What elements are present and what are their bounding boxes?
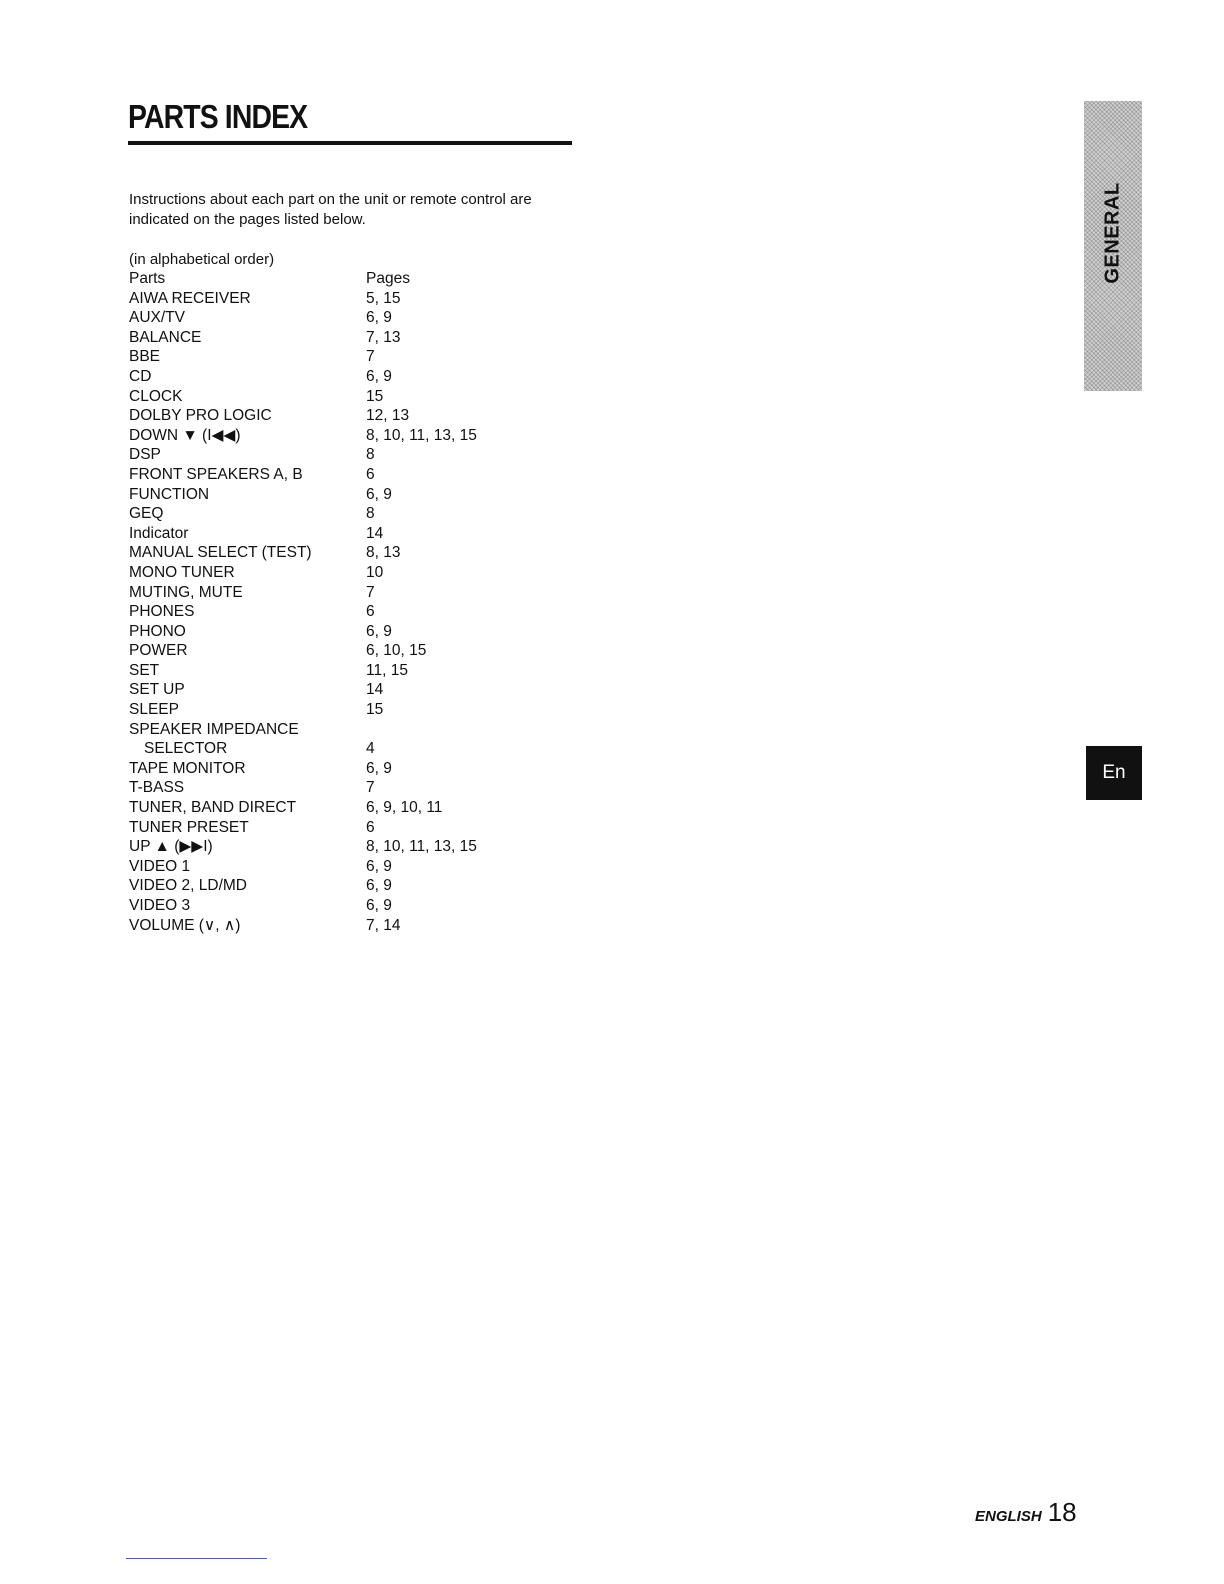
part-pages: 8 <box>366 446 375 464</box>
index-row <box>129 837 477 857</box>
part-name: BALANCE <box>129 328 202 346</box>
parts-index-table <box>129 269 477 935</box>
part-name: DOLBY PRO LOGIC <box>129 407 272 425</box>
footer-language: ENGLISH <box>975 1508 1042 1525</box>
index-row <box>129 622 477 642</box>
part-name: TUNER, BAND DIRECT <box>129 799 297 817</box>
part-pages: 15 <box>366 701 384 719</box>
part-pages: 6, 9, 10, 11 <box>366 799 443 817</box>
index-row <box>129 818 477 838</box>
part-name: CD <box>129 367 152 385</box>
part-pages: 4 <box>366 740 375 758</box>
part-pages: 8, 10, 11, 13, 15 <box>366 838 477 856</box>
page-title: PARTS INDEX <box>128 98 308 135</box>
part-pages: 6, 9 <box>366 759 392 777</box>
index-row <box>129 739 477 759</box>
section-side-tab <box>1084 101 1142 391</box>
index-row <box>129 485 477 505</box>
index-rows <box>129 289 477 936</box>
part-name: VIDEO 1 <box>129 857 191 875</box>
index-row <box>129 347 477 367</box>
part-name: SPEAKER IMPEDANCE <box>129 720 299 738</box>
index-row <box>129 641 477 661</box>
index-row <box>129 798 477 818</box>
parts-column-header: Parts <box>129 270 166 287</box>
index-row <box>129 367 477 387</box>
part-name: MUTING, MUTE <box>129 583 243 601</box>
part-name: SELECTOR <box>144 740 228 758</box>
part-pages: 14 <box>366 681 384 699</box>
order-note: (in alphabetical order) <box>129 251 275 268</box>
part-name: AIWA RECEIVER <box>129 289 251 307</box>
part-name: VIDEO 3 <box>129 897 191 914</box>
part-pages: 15 <box>366 387 384 405</box>
part-pages: 7 <box>366 583 375 601</box>
index-row <box>129 328 477 348</box>
index-row <box>129 289 477 309</box>
index-row <box>129 778 477 798</box>
part-name: MONO TUNER <box>129 563 235 581</box>
part-name: VIDEO 2, LD/MD <box>129 877 247 895</box>
part-name: DSP <box>129 446 161 464</box>
part-name: UP ▲ (▶▶I) <box>129 838 213 856</box>
part-name: BBE <box>129 348 161 366</box>
part-pages: 8, 10, 11, 13, 15 <box>366 426 477 444</box>
part-name: MANUAL SELECT (TEST) <box>129 544 312 562</box>
index-row <box>129 896 477 916</box>
part-pages: 7 <box>366 779 375 797</box>
part-pages: 6 <box>366 818 375 836</box>
index-header-row <box>129 269 477 289</box>
part-name: AUX/TV <box>129 309 185 327</box>
side-tab-label: GENERAL <box>1101 182 1124 284</box>
index-row <box>129 465 477 485</box>
part-pages: 6, 10, 15 <box>366 642 427 660</box>
index-row <box>129 876 477 896</box>
page-footer <box>975 1497 1077 1528</box>
part-pages: 11, 15 <box>366 661 408 679</box>
index-row <box>129 680 477 700</box>
index-row <box>129 406 477 426</box>
part-name: TUNER PRESET <box>129 818 249 836</box>
part-pages: 7, 13 <box>366 328 401 346</box>
index-row <box>129 700 477 720</box>
index-row <box>129 916 477 936</box>
index-row <box>129 720 477 740</box>
title-underline <box>128 141 572 145</box>
part-pages: 6, 9 <box>366 367 392 385</box>
part-name: VOLUME (∨, ∧) <box>129 916 241 934</box>
index-row <box>129 602 477 622</box>
part-pages: 6 <box>366 603 375 621</box>
part-name: GEQ <box>129 505 164 523</box>
part-pages: 6, 9 <box>366 857 392 875</box>
index-row <box>129 445 477 465</box>
index-row <box>129 857 477 877</box>
part-pages: 7 <box>366 348 375 366</box>
part-pages: 5, 15 <box>366 289 401 307</box>
part-name: FRONT SPEAKERS A, B <box>129 465 303 483</box>
footer-rule <box>126 1558 267 1559</box>
part-pages: 6 <box>366 465 375 483</box>
intro-text: Instructions about each part on the unit or remote control are indicated on the pages listed below. <box>129 191 532 228</box>
language-badge: En <box>1086 746 1142 800</box>
part-name: SLEEP <box>129 701 179 719</box>
index-row <box>129 661 477 681</box>
part-name: FUNCTION <box>129 485 210 503</box>
part-name: PHONO <box>129 622 186 640</box>
part-pages: 8 <box>366 505 375 523</box>
index-row <box>129 759 477 779</box>
part-name: PHONES <box>129 603 195 621</box>
part-pages: 6, 9 <box>366 897 392 914</box>
part-name: SET <box>129 661 160 679</box>
index-row <box>129 387 477 407</box>
index-row <box>129 583 477 603</box>
part-pages: 6, 9 <box>366 877 392 895</box>
part-name: Indicator <box>129 524 189 542</box>
part-pages: 10 <box>366 563 384 581</box>
part-name: DOWN ▼ (I◀◀) <box>129 426 241 444</box>
index-row <box>129 524 477 544</box>
page-number: 18 <box>1047 1497 1077 1527</box>
index-row <box>129 563 477 583</box>
part-name: T-BASS <box>129 779 185 797</box>
part-pages: 14 <box>366 524 384 542</box>
index-row <box>129 504 477 524</box>
part-name: TAPE MONITOR <box>129 759 246 777</box>
index-row <box>129 426 477 446</box>
part-pages: 6, 9 <box>366 622 392 640</box>
index-row <box>129 308 477 328</box>
part-pages: 8, 13 <box>366 544 401 562</box>
part-pages: 6, 9 <box>366 309 392 327</box>
part-name: CLOCK <box>129 387 183 405</box>
index-row <box>129 543 477 563</box>
part-pages: 12, 13 <box>366 407 410 425</box>
part-name: POWER <box>129 642 188 660</box>
part-pages: 7, 14 <box>366 916 401 934</box>
pages-column-header: Pages <box>366 270 410 287</box>
part-name: SET UP <box>129 681 185 699</box>
part-pages: 6, 9 <box>366 485 392 503</box>
